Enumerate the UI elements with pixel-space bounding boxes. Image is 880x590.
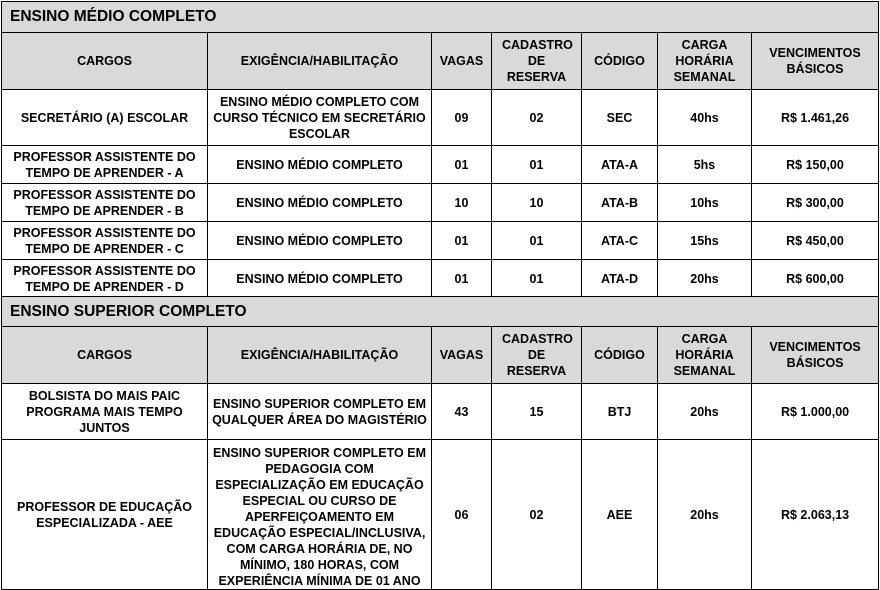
section-title: ENSINO MÉDIO COMPLETO [2, 2, 879, 33]
cell-cadastro: 02 [492, 440, 582, 590]
ensino-superior-table [1, 296, 879, 590]
table-row [2, 184, 879, 222]
cell-exigencia: ENSINO MÉDIO COMPLETO [208, 260, 432, 298]
cell-cargo: PROFESSOR ASSISTENTE DO TEMPO DE APRENDER - D [2, 260, 208, 298]
cell-vencimento: R$ 300,00 [752, 184, 879, 222]
cell-exigencia: ENSINO SUPERIOR COMPLETO EM PEDAGOGIA COM ESPECIALIZAÇÃO EM EDUCAÇÃO ESPECIAL OU CURSO DE APERFEIÇOAMENTO EM EDUCAÇÃO ESPECIAL/INCLUSIVA, COM CARGA HORÁRIA DE, NO MÍNIMO, 180 HORAS, COM EXPERIÊNCIA MÍNIMA DE 01 ANO [208, 440, 432, 590]
header-cadastro: CADASTRO DE RESERVA [492, 327, 582, 384]
cell-exigencia: ENSINO MÉDIO COMPLETO [208, 146, 432, 184]
cell-codigo: ATA-B [582, 184, 658, 222]
cell-codigo: ATA-A [582, 146, 658, 184]
cell-codigo: ATA-D [582, 260, 658, 298]
cell-vencimento: R$ 1.461,26 [752, 90, 879, 146]
cell-cargo: PROFESSOR DE EDUCAÇÃO ESPECIALIZADA - AEE [2, 440, 208, 590]
header-exigencia: EXIGÊNCIA/HABILITAÇÃO [208, 33, 432, 90]
cell-vagas: 43 [432, 384, 492, 440]
header-row [2, 327, 879, 384]
cell-exigencia: ENSINO MÉDIO COMPLETO [208, 184, 432, 222]
cell-codigo: AEE [582, 440, 658, 590]
cell-cadastro: 01 [492, 146, 582, 184]
cell-vagas: 09 [432, 90, 492, 146]
cell-cargo: PROFESSOR ASSISTENTE DO TEMPO DE APRENDER - B [2, 184, 208, 222]
table-row [2, 222, 879, 260]
cell-exigencia: ENSINO MÉDIO COMPLETO COM CURSO TÉCNICO EM SECRETÁRIO ESCOLAR [208, 90, 432, 146]
cell-vencimento: R$ 150,00 [752, 146, 879, 184]
header-codigo: CÓDIGO [582, 327, 658, 384]
cell-codigo: SEC [582, 90, 658, 146]
section-title-row [2, 297, 879, 327]
header-cadastro: CADASTRO DE RESERVA [492, 33, 582, 90]
cell-carga: 20hs [658, 260, 752, 298]
header-cargos: CARGOS [2, 33, 208, 90]
cell-cadastro: 02 [492, 90, 582, 146]
cell-vencimento: R$ 2.063,13 [752, 440, 879, 590]
header-vagas: VAGAS [432, 33, 492, 90]
cell-carga: 40hs [658, 90, 752, 146]
cell-vencimento: R$ 1.000,00 [752, 384, 879, 440]
cell-cargo: PROFESSOR ASSISTENTE DO TEMPO DE APRENDER - A [2, 146, 208, 184]
header-carga: CARGA HORÁRIA SEMANAL [658, 33, 752, 90]
cell-cadastro: 10 [492, 184, 582, 222]
header-vencimentos: VENCIMENTOS BÁSICOS [752, 327, 879, 384]
cell-codigo: ATA-C [582, 222, 658, 260]
table-row [2, 260, 879, 298]
ensino-medio-table [1, 1, 879, 298]
cell-cadastro: 15 [492, 384, 582, 440]
header-vagas: VAGAS [432, 327, 492, 384]
cell-vagas: 01 [432, 222, 492, 260]
cell-exigencia: ENSINO MÉDIO COMPLETO [208, 222, 432, 260]
cell-cargo: BOLSISTA DO MAIS PAIC PROGRAMA MAIS TEMPO JUNTOS [2, 384, 208, 440]
table-row [2, 146, 879, 184]
cell-cargo: PROFESSOR ASSISTENTE DO TEMPO DE APRENDER - C [2, 222, 208, 260]
header-exigencia: EXIGÊNCIA/HABILITAÇÃO [208, 327, 432, 384]
cell-vagas: 01 [432, 146, 492, 184]
cell-vencimento: R$ 600,00 [752, 260, 879, 298]
header-vencimentos: VENCIMENTOS BÁSICOS [752, 33, 879, 90]
section-title-row [2, 2, 879, 33]
table-row [2, 384, 879, 440]
header-carga: CARGA HORÁRIA SEMANAL [658, 327, 752, 384]
cell-exigencia: ENSINO SUPERIOR COMPLETO EM QUALQUER ÁREA DO MAGISTÉRIO [208, 384, 432, 440]
cell-vagas: 10 [432, 184, 492, 222]
cell-carga: 10hs [658, 184, 752, 222]
cell-vagas: 06 [432, 440, 492, 590]
cell-vencimento: R$ 450,00 [752, 222, 879, 260]
cell-cadastro: 01 [492, 222, 582, 260]
table-row [2, 90, 879, 146]
cell-carga: 20hs [658, 440, 752, 590]
header-cargos: CARGOS [2, 327, 208, 384]
table-row [2, 440, 879, 590]
header-row [2, 33, 879, 90]
cell-cargo: SECRETÁRIO (A) ESCOLAR [2, 90, 208, 146]
section-title: ENSINO SUPERIOR COMPLETO [2, 297, 879, 327]
header-codigo: CÓDIGO [582, 33, 658, 90]
cell-carga: 5hs [658, 146, 752, 184]
cell-vagas: 01 [432, 260, 492, 298]
cell-carga: 20hs [658, 384, 752, 440]
cell-codigo: BTJ [582, 384, 658, 440]
cell-carga: 15hs [658, 222, 752, 260]
cell-cadastro: 01 [492, 260, 582, 298]
